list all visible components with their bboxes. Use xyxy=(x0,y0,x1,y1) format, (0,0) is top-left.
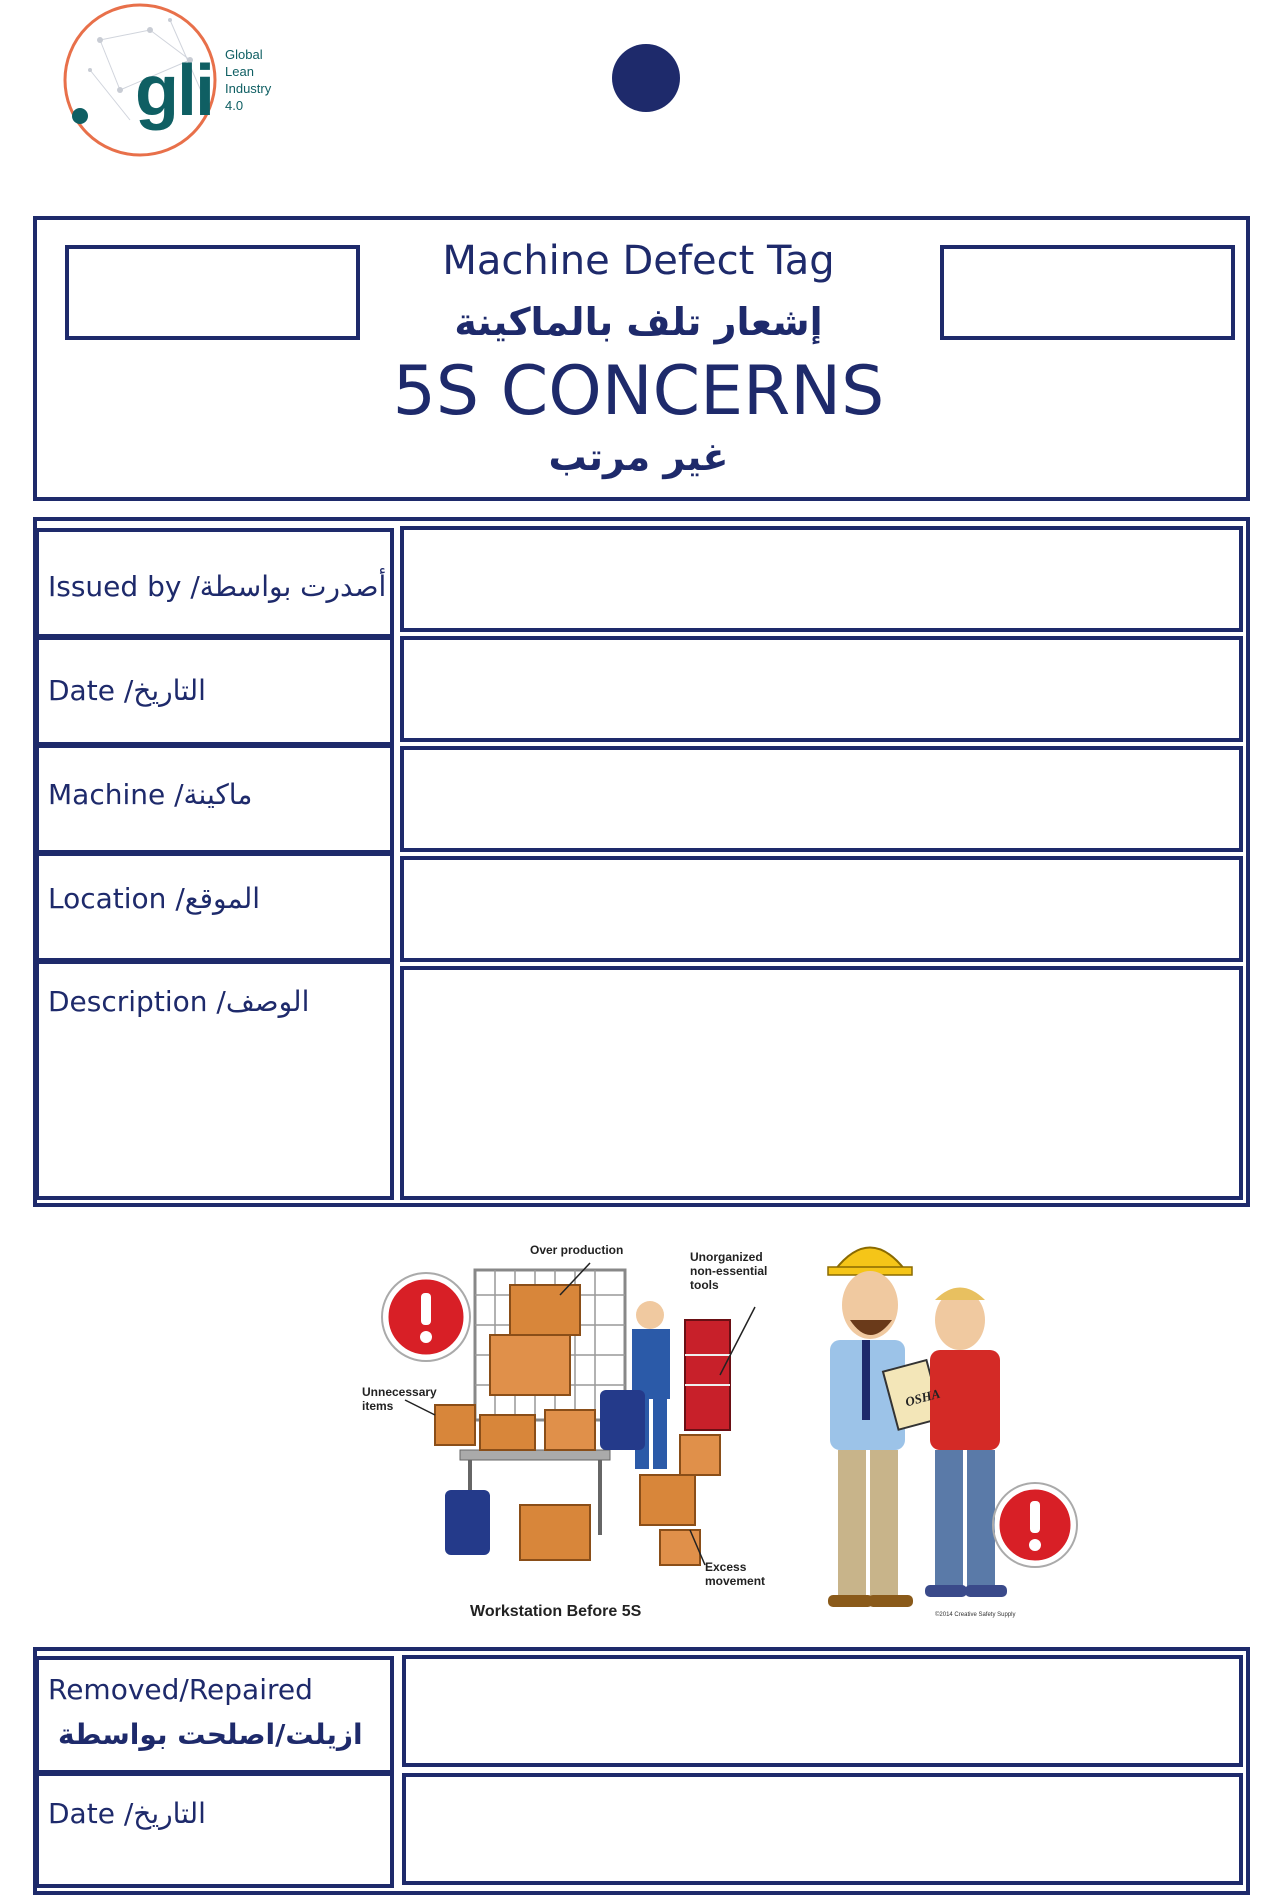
label-unnecessary-items: Unnecessary items xyxy=(362,1385,437,1413)
issued-by-label: Issued by /أصدرت بواسطة xyxy=(48,570,387,603)
removed-by-field[interactable] xyxy=(402,1655,1243,1767)
label-over-production: Over production xyxy=(530,1243,624,1257)
label-cell-repair-date xyxy=(35,1772,394,1888)
osha-label: OSHA xyxy=(903,1385,942,1410)
repair-date-field[interactable] xyxy=(402,1773,1243,1885)
date-field[interactable] xyxy=(400,636,1243,742)
description-field[interactable] xyxy=(400,966,1243,1200)
description-label: Description /الوصف xyxy=(48,985,310,1018)
logo-dot xyxy=(72,108,88,124)
date-label: Date /التاريخ xyxy=(48,674,206,707)
title-5s-concerns: 5S CONCERNS xyxy=(392,352,885,431)
title-arabic: إشعار تلف بالماكينة xyxy=(454,300,823,344)
removed-label-en: Removed/Repaired xyxy=(48,1673,313,1706)
label-excess-movement: Excess movement xyxy=(705,1560,766,1588)
logo-mark: gli xyxy=(135,51,213,131)
machine-field[interactable] xyxy=(400,746,1243,852)
inspectors-illustration xyxy=(810,1225,1090,1625)
logo-line-2: Lean xyxy=(225,64,254,79)
logo-line-1: Global xyxy=(225,47,263,62)
inspectors-icon xyxy=(810,1225,1090,1625)
issued-by-field[interactable] xyxy=(400,526,1243,632)
repair-date-label: Date /التاريخ xyxy=(48,1797,206,1830)
removed-label-ar: ازيلت/اصلحت بواسطة xyxy=(58,1718,363,1751)
machine-label: Machine /ماكينة xyxy=(48,778,253,811)
title-arabic-main: غير مرتب xyxy=(548,435,729,479)
title-english: Machine Defect Tag xyxy=(442,238,835,284)
logo-subtitle xyxy=(225,46,271,114)
location-label: Location /الموقع xyxy=(48,882,261,915)
location-field[interactable] xyxy=(400,856,1243,962)
logo-line-3: Industry xyxy=(225,81,272,96)
workstation-caption: Workstation Before 5S xyxy=(470,1603,642,1620)
tag-hole-dot xyxy=(612,44,680,112)
logo-line-4: 4.0 xyxy=(225,98,244,113)
label-unorganized-tools: Unorganized non-essential tools xyxy=(690,1250,768,1292)
copyright-label: ©2014 Creative Safety Supply xyxy=(935,1612,1016,1618)
